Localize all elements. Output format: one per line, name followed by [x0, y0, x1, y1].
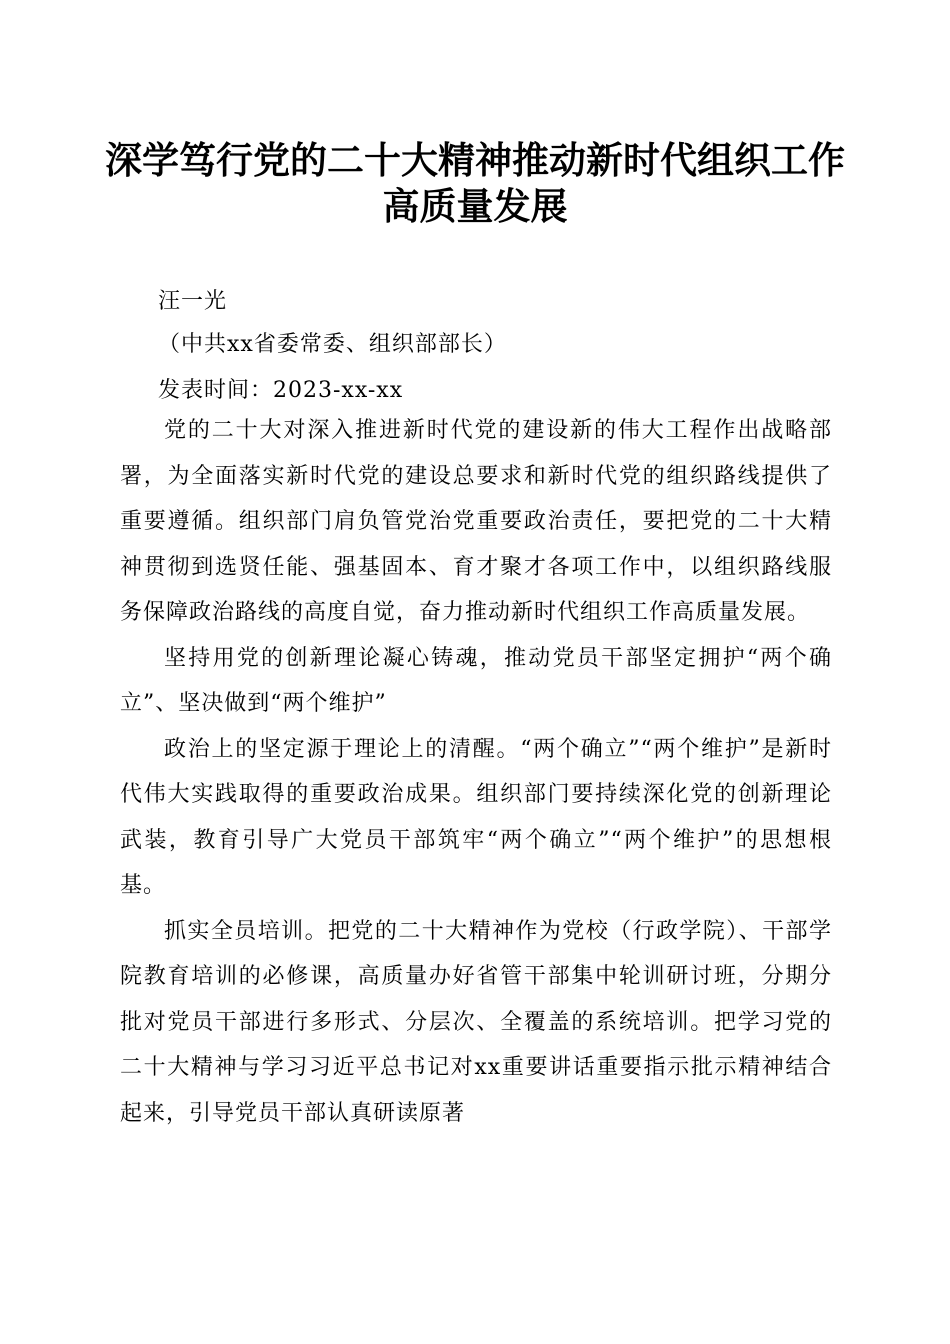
paragraph-intro: 党的二十大对深入推进新时代党的建设新的伟大工程作出战略部署，为全面落实新时代党的建设总要求和新时代党的组织路线提供了重要遵循。组织部门肩负管党治党重要政治责任，要把党的二十大精神贯彻到选贤任能、强基固本、育才聚才各项工作中，以组织路线服务保障政治路线的高度自觉，奋力推动新时代组织工作高质量发展。	[120, 418, 832, 625]
paragraph-training: 抓实全员培训。把党的二十大精神作为党校（行政学院）、干部学院教育培训的必修课，高质量办好省管干部集中轮训研讨班，分期分批对党员干部进行多形式、分层次、全覆盖的系统培训。把学习党的二十大精神与学习习近平总书记对xx重要讲话重要指示批示精神结合起来，引导党员干部认真研读原著	[120, 918, 832, 1126]
document-title-line-2: 高质量发展	[382, 184, 568, 228]
document-title-line-1: 深学笃行党的二十大精神推动新时代组织工作	[105, 138, 845, 182]
author-name: 汪一光	[158, 289, 228, 314]
author-affiliation: （中共xx省委常委、组织部部长）	[158, 332, 507, 357]
section-heading: 坚持用党的创新理论凝心铸魂，推动党员干部坚定拥护“两个确立”、坚决做到“两个维护”	[120, 645, 832, 716]
publish-date: 发表时间：2023-xx-xx	[158, 378, 404, 403]
article-body	[120, 408, 832, 1136]
paragraph-political: 政治上的坚定源于理论上的清醒。“两个确立”“两个维护”是新时代伟大实践取得的重要政治成果。组织部门要持续深化党的创新理论武装，教育引导广大党员干部筑牢“两个确立”“两个维护”的思想根基。	[120, 736, 832, 898]
